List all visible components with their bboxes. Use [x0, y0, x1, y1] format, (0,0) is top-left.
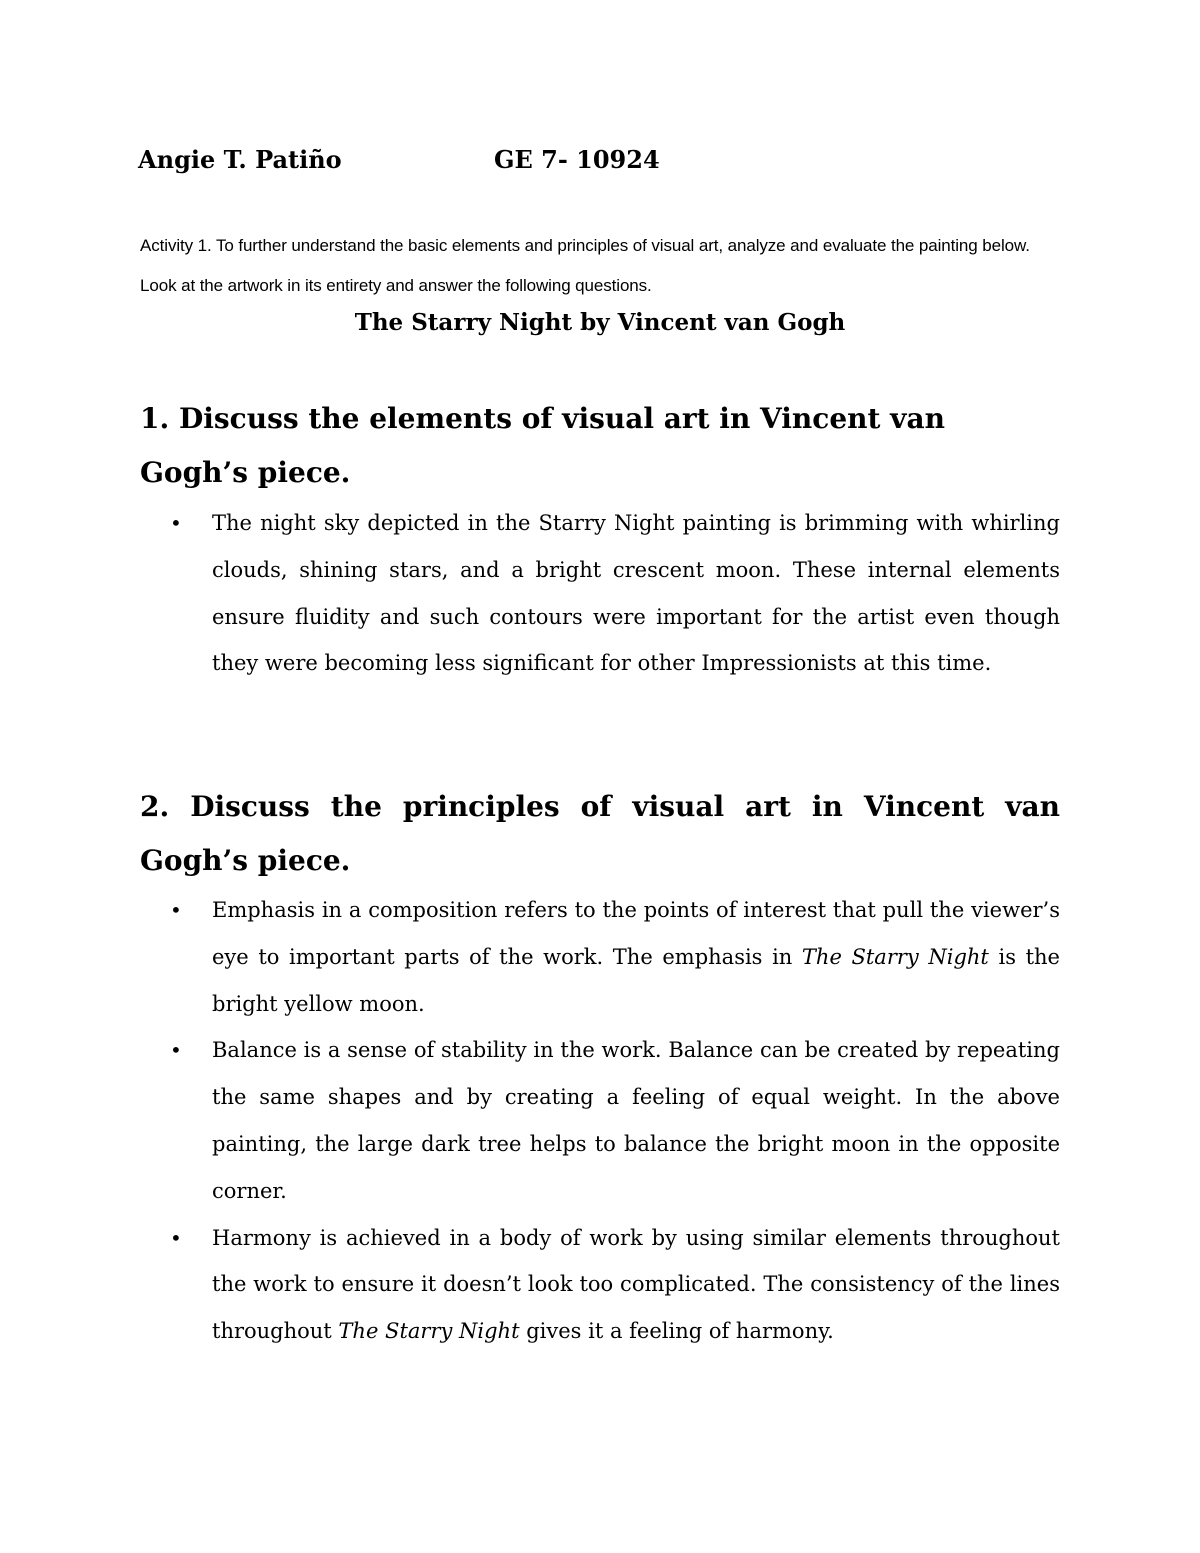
artwork-title-italic: The Starry Night [801, 944, 989, 969]
bullet-icon: • [170, 1225, 182, 1250]
bullet-icon: • [170, 511, 182, 535]
answer-text: Balance is a sense of stability in the work. Balance can be created by repeating the same shapes and by creating a feeling of equal weight. In the above painting, the large dark tree helps to balance the bright moon in the opposite corner. [212, 1038, 1060, 1203]
student-name: Angie T. Patiño [138, 145, 342, 174]
answer-text [212, 1215, 1060, 1355]
artwork-title-italic: The Starry Night [338, 1319, 520, 1344]
document-title: The Starry Night by Vincent van Gogh [354, 309, 846, 336]
question-2-heading: 2. Discuss the principles of visual art in Vincent van Gogh’s piece. [140, 790, 1060, 877]
answer-text-part: Harmony is achieved in a body of work by using similar elements throughout the work to ensure it doesn’t look too complicated. The consistency of the lines throughout [212, 1225, 1060, 1344]
question-1-answers [140, 500, 1060, 687]
answer-text-part: is the bright yellow moon. [212, 944, 1060, 1016]
question-1-heading: 1. Discuss the elements of visual art in Vincent van Gogh’s piece. [140, 402, 945, 489]
bullet-icon: • [170, 898, 182, 922]
activity-instructions: Activity 1. To further understand the basic elements and principles of visual art, analyze and evaluate the painting below. Look at the artwork in its entirety and answer the following questions. [140, 236, 1030, 295]
question-2-answers [140, 887, 1060, 1355]
answer-item [140, 1027, 1060, 1214]
answer-text-part: gives it a feeling of harmony. [519, 1319, 834, 1344]
answer-text [212, 887, 1060, 1027]
answer-item [140, 500, 1060, 687]
answer-text: The night sky depicted in the Starry Night painting is brimming with whirling clouds, shining stars, and a bright crescent moon. These internal elements ensure fluidity and such contours were important for the artist even though they were becoming less significant for other Impressionists at this time. [212, 511, 1060, 676]
answer-item [140, 887, 1060, 1027]
course-code: GE 7- 10924 [494, 145, 660, 174]
answer-item [140, 1215, 1060, 1355]
bullet-icon: • [170, 1038, 182, 1063]
answer-text-part: Emphasis in a composition refers to the points of interest that pull the viewer’s eye to important parts of the work. The emphasis in [212, 898, 1060, 969]
